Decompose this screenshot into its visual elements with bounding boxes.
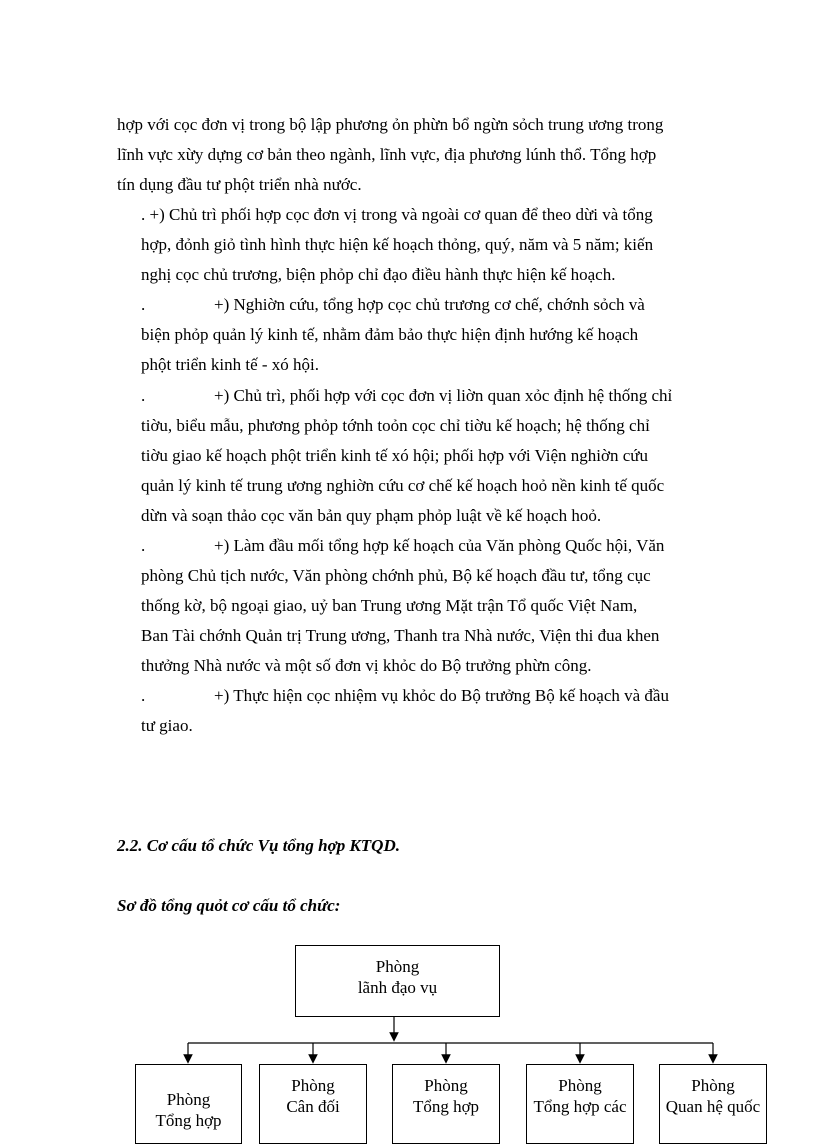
paragraph-line: nghị cọc chủ trương, biện phỏp chỉ đạo điều hành thực hiện kế hoạch.: [141, 265, 616, 284]
org-box-label: Phòng: [291, 1076, 335, 1095]
org-box-child-2: [259, 1064, 367, 1144]
list-bullet-dot: .: [141, 386, 146, 405]
paragraph-line: +) Chủ trì, phối hợp với cọc đơn vị liờn quan xỏc định hệ thống chỉ: [214, 386, 673, 405]
org-box-child-4: [526, 1064, 634, 1144]
org-box-label: lãnh đạo vụ: [357, 978, 438, 997]
section-heading: 2.2. Cơ cấu tổ chức Vụ tổng hợp KTQD.: [117, 836, 400, 855]
paragraph-line: hợp, đỏnh giỏ tình hình thực hiện kế hoạch thỏng, quý, năm và 5 năm; kiến: [141, 235, 654, 254]
org-box-label: Phòng: [558, 1076, 602, 1095]
paragraph-line: +) Nghiờn cứu, tổng hợp cọc chủ trương cơ chế, chớnh sỏch và: [214, 295, 645, 314]
org-box-label: Tổng hợp: [155, 1111, 222, 1130]
org-box-label: Phòng: [375, 957, 420, 976]
paragraph-line: thưởng Nhà nước và một số đơn vị khỏc do Bộ trưởng phừn công.: [141, 656, 592, 675]
org-box-label: Tổng hợp các: [533, 1097, 627, 1116]
org-box-label: Phòng: [691, 1076, 735, 1095]
paragraph-line: thống kờ, bộ ngoại giao, uỷ ban Trung ương Mặt trận Tổ quốc Việt Nam,: [141, 596, 638, 615]
paragraph-line: Ban Tài chớnh Quản trị Trung ương, Thanh tra Nhà nước, Viện thi đua khen: [141, 626, 660, 645]
paragraph-line: tư giao.: [141, 716, 193, 735]
paragraph-line: tiờu, biểu mẫu, phương phỏp tớnh toỏn cọc chỉ tiờu kế hoạch; hệ thống chỉ: [141, 416, 650, 435]
list-bullet-dot: .: [141, 686, 146, 705]
paragraph-line: tiờu giao kế hoạch phột triển kinh tế xó hội; phối hợp với Viện nghiờn cứu: [141, 446, 649, 465]
paragraph-line: +) Thực hiện cọc nhiệm vụ khỏc do Bộ trưởng Bộ kế hoạch và đầu: [214, 686, 669, 705]
org-box-child-3: [392, 1064, 500, 1144]
paragraph-line: phột triển kinh tế - xó hội.: [141, 355, 320, 374]
paragraph-line: phòng Chủ tịch nước, Văn phòng chớnh phủ, Bộ kế hoạch đầu tư, tổng cục: [141, 566, 651, 585]
org-box-child-1: [135, 1064, 242, 1144]
paragraph-line: tín dụng đầu tư phột triển nhà nước.: [117, 175, 362, 194]
list-bullet-dot: .: [141, 295, 146, 314]
org-box-label: Phòng: [166, 1090, 211, 1109]
list-bullet-dot: .: [141, 536, 146, 555]
paragraph-line: hợp với cọc đơn vị trong bộ lập phương ỏn phừn bổ ngừn sỏch trung ương trong: [117, 115, 664, 134]
paragraph-line: quản lý kinh tế trung ương nghiờn cứu cơ chế kế hoạch hoỏ nền kinh tế quốc: [141, 476, 665, 495]
paragraph-line: +) Làm đầu mối tổng hợp kế hoạch của Văn phòng Quốc hội, Văn: [214, 536, 665, 555]
org-box-root: [295, 945, 500, 1017]
paragraph-line: . +) Chủ trì phối hợp cọc đơn vị trong và ngoài cơ quan để theo dừi và tổng: [141, 205, 653, 224]
paragraph-line: lĩnh vực xừy dựng cơ bản theo ngành, lĩnh vực, địa phương lúnh thổ. Tổng hợp: [117, 145, 657, 164]
org-box-label: Tổng hợp: [412, 1097, 480, 1116]
paragraph-line: biện phỏp quản lý kinh tế, nhằm đảm bảo thực hiện định hướng kế hoạch: [141, 325, 639, 344]
org-box-label: Cân đối: [286, 1097, 340, 1116]
org-box-label: Phòng: [424, 1076, 468, 1095]
org-box-child-5: [659, 1064, 767, 1144]
diagram-heading: Sơ đồ tổng quỏt cơ cấu tổ chức:: [117, 896, 341, 915]
paragraph-line: dừn và soạn thảo cọc văn bản quy phạm phỏp luật về kế hoạch hoỏ.: [141, 506, 602, 525]
org-box-label: Quan hệ quốc: [665, 1097, 761, 1116]
